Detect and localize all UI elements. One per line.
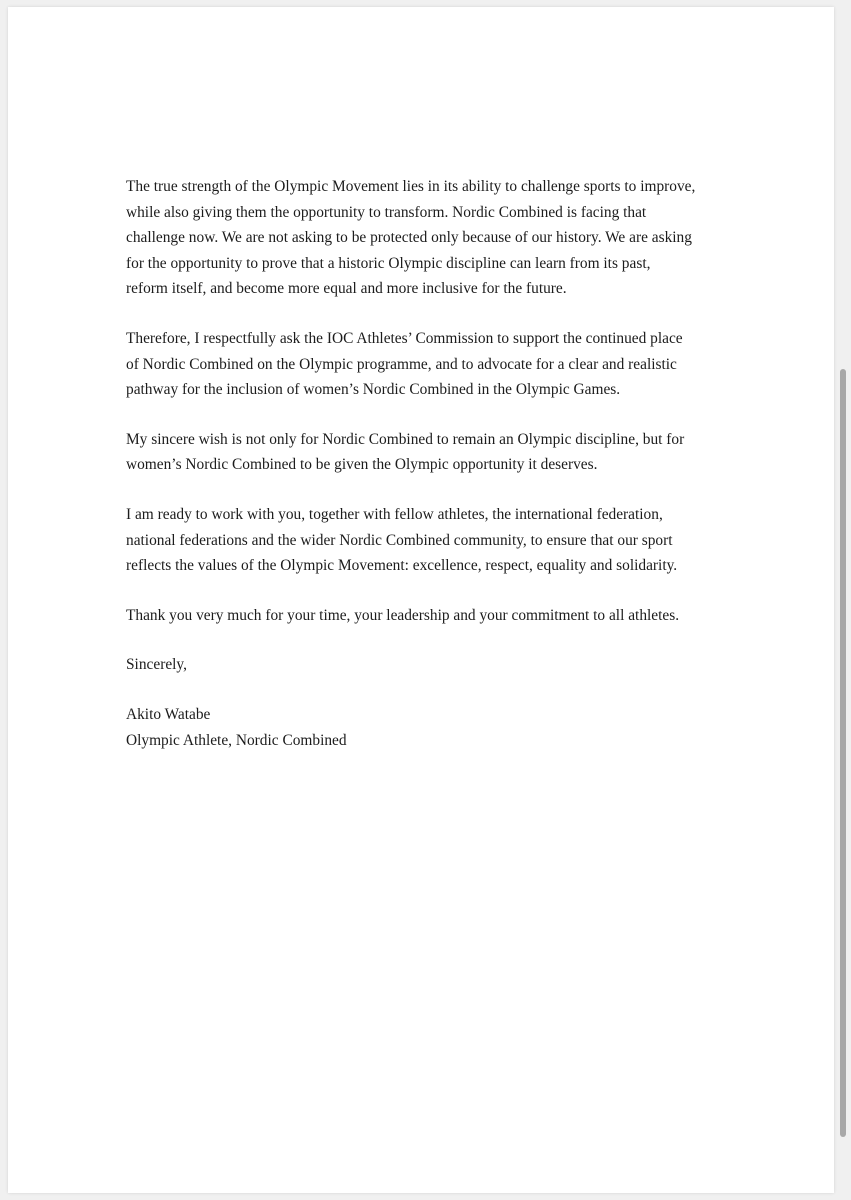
signature-title: Olympic Athlete, Nordic Combined	[126, 731, 347, 749]
vertical-scrollbar[interactable]	[839, 7, 847, 1193]
letter-body	[126, 174, 726, 753]
document-page	[8, 7, 834, 1193]
letter-paragraph-5: Thank you very much for your time, your leadership and your commitment to all athletes.	[126, 606, 680, 624]
signature-name: Akito Watabe	[126, 705, 211, 723]
scrollbar-thumb[interactable]	[840, 369, 846, 1137]
letter-paragraph-1: The true strength of the Olympic Movement lies in its ability to challenge sports to improve, while also giving them the opportunity to transform. Nordic Combined is facing that challenge now. We are not asking to be protected only because of our history. We are asking for the opportunity to prove that a historic Olympic discipline can learn from its past, reform itself, and become more equal and more inclusive for the future.	[126, 178, 696, 298]
letter-closing: Sincerely,	[126, 656, 187, 674]
letter-paragraph-3: My sincere wish is not only for Nordic Combined to remain an Olympic discipline, but for women’s Nordic Combined to be given the Olympic opportunity it deserves.	[126, 430, 685, 474]
letter-paragraph-4: I am ready to work with you, together with fellow athletes, the international federation, national federations and the wider Nordic Combined community, to ensure that our sport reflects the values of the Olympic Movement: excellence, respect, equality and solidarity.	[126, 505, 678, 575]
letter-paragraph-2: Therefore, I respectfully ask the IOC Athletes’ Commission to support the continued place of Nordic Combined on the Olympic programme, and to advocate for a clear and realistic pathway for the inclusion of women’s Nordic Combined in the Olympic Games.	[126, 329, 683, 399]
